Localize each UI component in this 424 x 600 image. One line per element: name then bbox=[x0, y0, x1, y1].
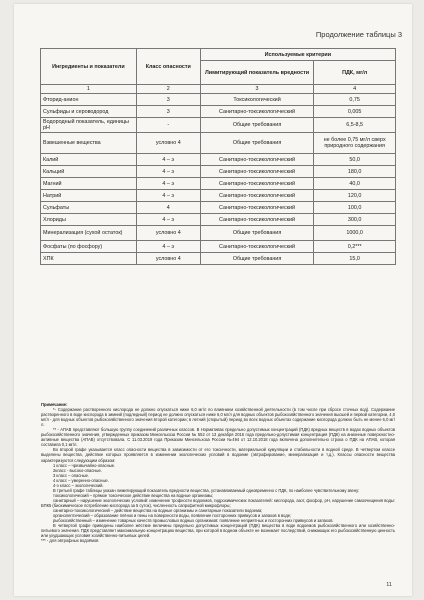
table-row bbox=[41, 106, 396, 118]
header-hazard-class: Класс опасности bbox=[136, 49, 200, 85]
class-cell: - bbox=[136, 118, 200, 133]
class-cell: 4 – э bbox=[136, 154, 200, 166]
ingredient-cell: Фторид-анион bbox=[41, 94, 137, 106]
pdk-cell: 100,0 bbox=[314, 202, 396, 214]
class-cell: 4 – э bbox=[136, 178, 200, 190]
ingredient-cell: Хлориды bbox=[41, 214, 137, 226]
pdk-cell: 120,0 bbox=[314, 190, 396, 202]
table-row bbox=[41, 133, 396, 154]
pdk-cell: 0,2*** bbox=[314, 241, 396, 253]
class-cell: 4 – э bbox=[136, 214, 200, 226]
class-item: 1 класс – чрезвычайно-опасные. bbox=[53, 462, 116, 468]
limiting-cell: Санитарно-токсикологический bbox=[200, 166, 314, 178]
class-cell: условно 4 bbox=[136, 133, 200, 154]
ingredient-cell: Кальций bbox=[41, 166, 137, 178]
criteria-table bbox=[40, 48, 396, 265]
pdk-cell: 300,0 bbox=[314, 214, 396, 226]
pdk-cell: не более 0,75 мг/л сверх природного содержания bbox=[314, 133, 396, 154]
header-criteria: Используемые критерии bbox=[200, 49, 395, 61]
limiting-cell: Санитарно-токсикологический bbox=[200, 190, 314, 202]
pdk-cell: 40,0 bbox=[314, 178, 396, 190]
table-row bbox=[41, 202, 396, 214]
pdk-cell: 0,005 bbox=[314, 106, 396, 118]
limiting-cell: Общие требования bbox=[200, 133, 314, 154]
limiting-cell: Санитарно-токсикологический bbox=[200, 106, 314, 118]
pdk-cell: 15,0 bbox=[314, 253, 396, 265]
class-cell: 4 – э bbox=[136, 241, 200, 253]
limiting-cell: Общие требования bbox=[200, 226, 314, 241]
ingredient-cell: ХПК bbox=[41, 253, 137, 265]
table-row bbox=[41, 241, 396, 253]
criterion-item: токсикологический – прямое токсическое действие вещества на водные организмы; bbox=[53, 492, 214, 498]
table-row bbox=[41, 214, 396, 226]
table-row bbox=[41, 118, 396, 133]
class-item: 4 класс – умеренно-опасные. bbox=[53, 477, 109, 483]
pdk-cell: 50,0 bbox=[314, 154, 396, 166]
note-limiting: В третьей графе таблицы указан лимитирующий показатель вредности вещества, устанавливаемый одновременно с ПДК, по наиболее чувствительному звену: bbox=[53, 487, 360, 493]
table-row bbox=[41, 166, 396, 178]
table-row bbox=[41, 226, 396, 241]
limiting-cell: Санитарно-токсикологический bbox=[200, 178, 314, 190]
note-pdk: В четвертой графе приведены наиболее жёсткие величины предельно допустимых концентраций (ПДК) вещества в воде водоемов рыбохозяйственного или хозяйственно-питьевого значения. ПДК представляет максимальную концентрацию вещества, при которой в водном объекте не возникает последствий, снижающих его рыбохозяйственную ценность или ухудшающих условия хозяйственно-питьевых целей. bbox=[41, 523, 395, 539]
col-number: 2 bbox=[136, 85, 200, 94]
limiting-cell: Санитарно-токсикологический bbox=[200, 202, 314, 214]
class-item: 3 класс – опасные. bbox=[53, 472, 89, 478]
table-row bbox=[41, 154, 396, 166]
ingredient-cell: Минерализация (сухой остаток) bbox=[41, 226, 137, 241]
ingredient-cell: Водородный показатель, единицы рН bbox=[41, 118, 137, 133]
header-limiting: Лимитирующий показатель вредности bbox=[200, 61, 314, 85]
pdk-cell: 180,0 bbox=[314, 166, 396, 178]
note-eutrophic: *** - для эвтрофных водоёмов bbox=[41, 538, 99, 544]
note-apav: ** - АПАВ представляют большую группу соединений различных классов. В Нормативах предельно допустимых концентраций (ПДК) вредных веществ в водах водных объектов рыбохозяйственного значения, утвержденных приказом Минсельхоза России № 552 от 13 декабря 2016 года предельно-допустимая концентрация (ПДК) на анионные поверхностно-активные вещества (АПАВ) отсутствовала. С 11.03.2019 года Приказом Минсельхоза России №494 от 12.10.2018 года включена дополнительно строка о ПДК на АПАВ, которая составила 0,1 мг/л. bbox=[41, 427, 395, 448]
document-page bbox=[14, 4, 412, 596]
limiting-cell: Санитарно-токсикологический bbox=[200, 241, 314, 253]
class-item: 2класс - высоко-опасные. bbox=[53, 467, 102, 473]
ingredient-cell: Натрий bbox=[41, 190, 137, 202]
ingredient-cell: Сульфаты bbox=[41, 202, 137, 214]
header-pdk: ПДК, мг/л bbox=[314, 61, 396, 85]
note-hazard-classes: Во второй графе указывается класс опасности вещества в зависимости от его токсичности, материальной кумуляции и стабильности в водной среде. В четвертом классе выделены вещества, действие которых проявляется в изменении экологических условий в водоеме (эвтрофирование, минерализация и т.д.). Классы опасности вещества характеризуются следующим образом: bbox=[41, 447, 395, 463]
class-cell: 3 bbox=[136, 106, 200, 118]
ingredient-cell: Магний bbox=[41, 178, 137, 190]
class-cell: 3 bbox=[136, 94, 200, 106]
table-row bbox=[41, 178, 396, 190]
ingredient-cell: Калий bbox=[41, 154, 137, 166]
table-continuation-header: Продолжение таблицы 3 bbox=[315, 30, 402, 39]
class-cell: условно 4 bbox=[136, 253, 200, 265]
header-ingredients: Ингредиенты и показатели bbox=[41, 49, 137, 85]
col-number: 4 bbox=[314, 85, 396, 94]
ingredient-cell: Сульфиды и сероводород bbox=[41, 106, 137, 118]
criterion-item: санитарно-токсикологический – действие вещества на водные организмы и санитарные показатели водоема; bbox=[53, 507, 263, 513]
limiting-cell: Токсикологический bbox=[200, 94, 314, 106]
criterion-item: органолептический – образование плёнок и пены на поверхности воды, появление посторонних привкусов и запахов в воде; bbox=[53, 513, 292, 519]
class-cell: 4 bbox=[136, 202, 200, 214]
ingredient-cell: Фосфаты (по фосфору) bbox=[41, 241, 137, 253]
pdk-cell: 0,75 bbox=[314, 94, 396, 106]
ingredient-cell: Взвешенные вещества bbox=[41, 133, 137, 154]
criterion-item: рыбохозяйственный – изменение товарных качеств промысловых водных организмов: появление неприятных и посторонних привкусов и запахов. bbox=[53, 518, 334, 524]
col-number: 3 bbox=[200, 85, 314, 94]
table-row bbox=[41, 94, 396, 106]
notes-section bbox=[41, 402, 395, 543]
class-cell: 4 – э bbox=[136, 190, 200, 202]
pdk-cell: 1000,0 bbox=[314, 226, 396, 241]
limiting-cell: Общие требования bbox=[200, 118, 314, 133]
criterion-item: санитарный – нарушение экологических условий: изменение трофности водоемов, гидрохимических показателей: кислорода, азот, фосфор, рН, нарушение самоочищения воды: БПК5 (биохимическое потребление кислорода за 5 суток), численность сапрофитной микрофлоры; bbox=[41, 497, 395, 508]
class-cell: 4 – э bbox=[136, 166, 200, 178]
pdk-cell: 6,5-8,5 bbox=[314, 118, 396, 133]
table-row bbox=[41, 190, 396, 202]
class-cell: условно 4 bbox=[136, 226, 200, 241]
notes-title: Примечание: bbox=[41, 402, 68, 407]
limiting-cell: Санитарно-токсикологический bbox=[200, 154, 314, 166]
page-number: 11 bbox=[386, 582, 392, 588]
table-row bbox=[41, 253, 396, 265]
limiting-cell: Общие требования bbox=[200, 253, 314, 265]
note-oxygen: *- Содержание растворенного кислорода не должно опускаться ниже 6,0 мг/л по влиянием хозяйственной деятельности (в том числе при сбросе сточных вод). Содержание растворенного в воде кислорода в зимний (подледный) период не должно опускаться ниже 6,0 мг/л для водных объектов рыбохозяйственного значения высшей и первой категории, 4,0 мг/л - для водных объектов рыбохозяйственного значения второй категории; в летний (открытый) период во всех водных объектах содержание кислорода должно быть не менее 6,0 мг/л. bbox=[41, 407, 395, 428]
class-item: 4-э класс – экологический. bbox=[53, 482, 104, 488]
col-number: 1 bbox=[41, 85, 137, 94]
limiting-cell: Санитарно-токсикологический bbox=[200, 214, 314, 226]
